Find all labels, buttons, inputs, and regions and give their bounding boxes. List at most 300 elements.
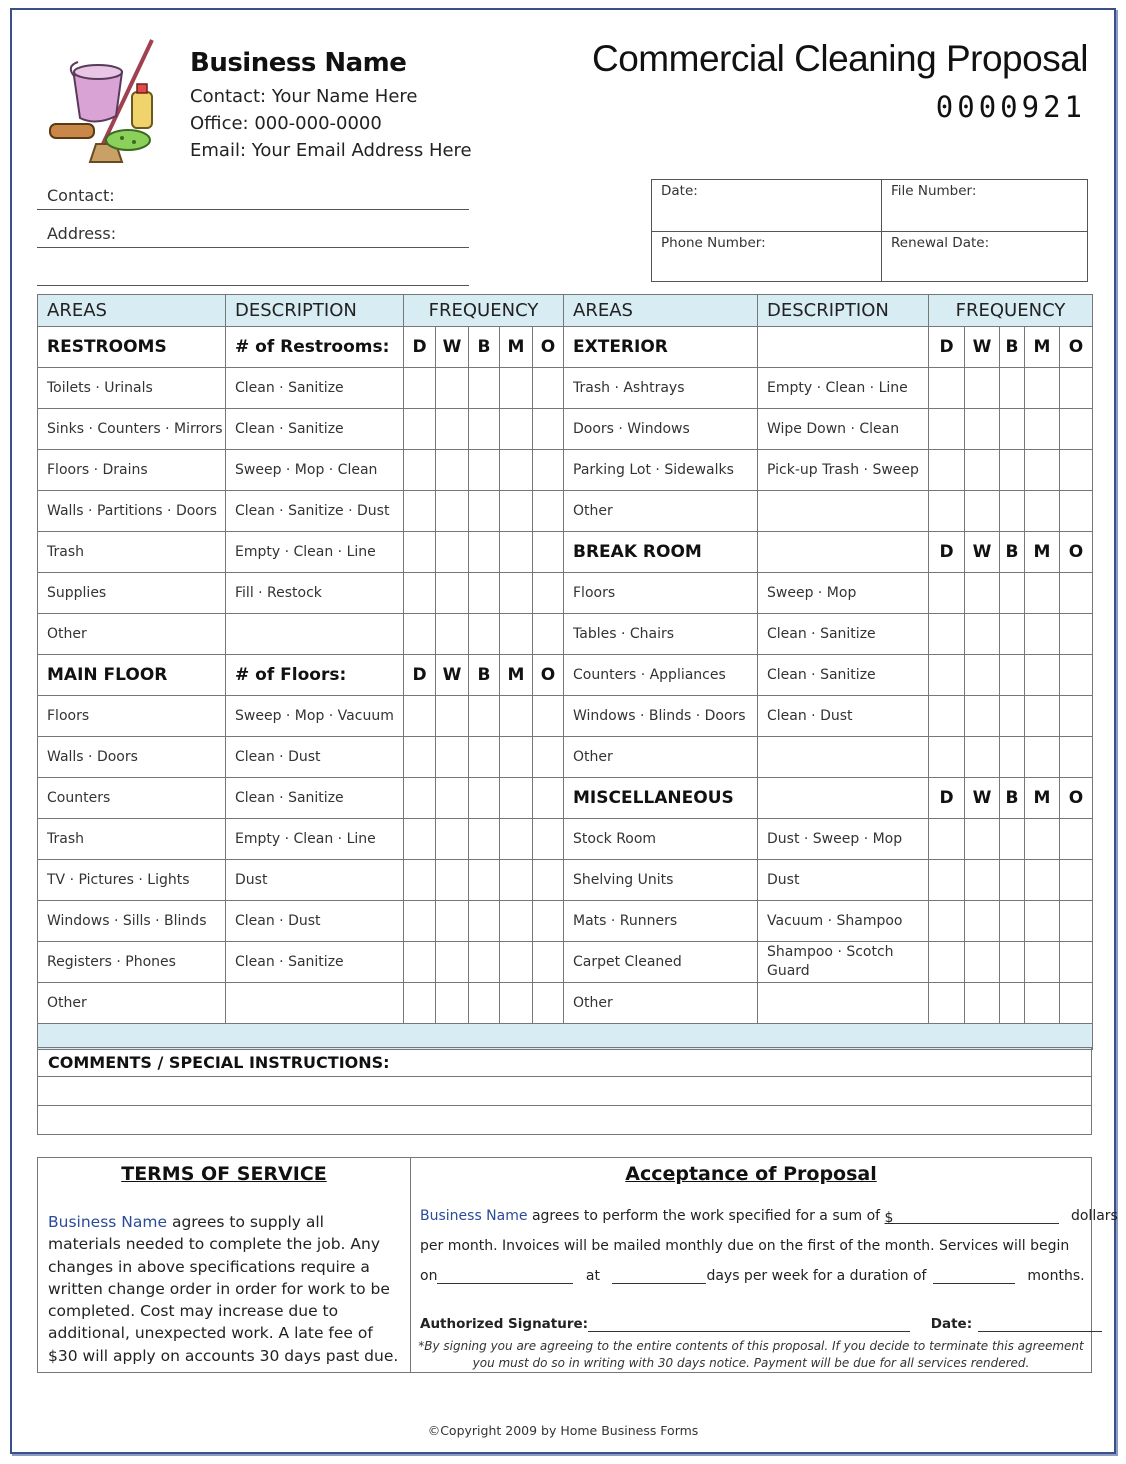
description-cell: Sweep · Mop · Vacuum — [226, 696, 404, 737]
section-title: MAIN FLOOR — [38, 655, 226, 696]
description-cell — [226, 983, 404, 1024]
days-field[interactable] — [612, 1270, 706, 1284]
frequency-checkbox-w[interactable] — [965, 860, 1000, 901]
area-cell: Shelving Units — [564, 860, 758, 901]
frequency-letter-o: O — [533, 655, 564, 696]
area-cell: Walls · Doors — [38, 737, 226, 778]
client-address-line-2[interactable] — [37, 262, 469, 286]
frequency-checkbox-b[interactable] — [469, 778, 500, 819]
frequency-letter-m: M — [500, 327, 533, 368]
frequency-checkbox-m[interactable] — [500, 368, 533, 409]
frequency-checkbox-b[interactable] — [1000, 614, 1025, 655]
proposal-number: 0000921 — [935, 90, 1086, 124]
table-row — [38, 942, 1093, 983]
frequency-checkbox-w[interactable] — [965, 901, 1000, 942]
description-cell: Dust · Sweep · Mop — [758, 819, 929, 860]
frequency-checkbox-b[interactable] — [1000, 655, 1025, 696]
area-cell: Parking Lot · Sidewalks — [564, 450, 758, 491]
frequency-checkbox-w[interactable] — [436, 901, 469, 942]
area-cell: Other — [564, 491, 758, 532]
frequency-checkbox-d[interactable] — [929, 819, 965, 860]
frequency-checkbox-d[interactable] — [404, 450, 436, 491]
frequency-checkbox-m[interactable] — [1025, 655, 1060, 696]
frequency-checkbox-o[interactable] — [1060, 860, 1093, 901]
acceptance-of-proposal — [411, 1158, 1118, 1372]
business-email: Email: Your Email Address Here — [190, 140, 472, 161]
frequency-checkbox-b[interactable] — [1000, 901, 1025, 942]
frequency-checkbox-b[interactable] — [1000, 942, 1025, 983]
description-cell: Dust — [226, 860, 404, 901]
frequency-checkbox-o[interactable] — [533, 450, 564, 491]
area-cell: Other — [38, 614, 226, 655]
description-cell — [226, 614, 404, 655]
frequency-checkbox-m[interactable] — [1025, 491, 1060, 532]
notice-line-1: *By signing you are agreeing to the entire contents of this proposal. If you decide to terminate this agreement — [418, 1339, 1084, 1353]
frequency-checkbox-b[interactable] — [1000, 696, 1025, 737]
frequency-checkbox-m[interactable] — [500, 737, 533, 778]
on-label: on — [420, 1268, 438, 1284]
frequency-checkbox-b[interactable] — [469, 491, 500, 532]
services-table — [37, 294, 1093, 1050]
duration-field[interactable] — [933, 1270, 1015, 1284]
frequency-checkbox-b[interactable] — [1000, 737, 1025, 778]
area-cell: Trash — [38, 532, 226, 573]
frequency-checkbox-m[interactable] — [1025, 368, 1060, 409]
area-cell: Supplies — [38, 573, 226, 614]
frequency-letter-b: B — [1000, 327, 1025, 368]
frequency-checkbox-w[interactable] — [436, 450, 469, 491]
frequency-checkbox-d[interactable] — [404, 983, 436, 1024]
frequency-checkbox-w[interactable] — [965, 819, 1000, 860]
frequency-checkbox-w[interactable] — [436, 819, 469, 860]
description-cell: Clean · Sanitize — [758, 614, 929, 655]
copyright: ©Copyright 2009 by Home Business Forms — [427, 1423, 699, 1438]
frequency-checkbox-d[interactable] — [929, 860, 965, 901]
frequency-checkbox-b[interactable] — [469, 860, 500, 901]
at-label: at — [585, 1268, 600, 1284]
table-row — [38, 983, 1093, 1024]
frequency-letter-o: O — [1060, 327, 1093, 368]
start-date-field[interactable] — [437, 1270, 573, 1284]
frequency-checkbox-b[interactable] — [469, 532, 500, 573]
area-cell: Mats · Runners — [564, 901, 758, 942]
frequency-checkbox-b[interactable] — [1000, 409, 1025, 450]
signature-date-field[interactable] — [978, 1318, 1102, 1332]
cleaning-supplies-icon — [44, 36, 174, 166]
frequency-checkbox-o[interactable] — [533, 901, 564, 942]
area-cell: Floors · Drains — [38, 450, 226, 491]
acceptance-title: Acceptance of Proposal — [625, 1163, 877, 1185]
frequency-checkbox-d[interactable] — [404, 860, 436, 901]
frequency-checkbox-o[interactable] — [533, 983, 564, 1024]
frequency-checkbox-d[interactable] — [929, 942, 965, 983]
section-description-blank — [758, 327, 929, 368]
frequency-checkbox-d[interactable] — [404, 737, 436, 778]
date-label: Date: — [661, 183, 698, 199]
frequency-checkbox-m[interactable] — [1025, 942, 1060, 983]
section-title: MISCELLANEOUS — [564, 778, 758, 819]
frequency-letter-d: D — [929, 532, 965, 573]
signing-notice — [411, 1338, 1091, 1372]
terms-title: TERMS OF SERVICE — [121, 1163, 327, 1185]
frequency-checkbox-d[interactable] — [929, 614, 965, 655]
description-header: DESCRIPTION — [226, 295, 404, 327]
frequency-checkbox-m[interactable] — [1025, 819, 1060, 860]
frequency-checkbox-m[interactable] — [500, 942, 533, 983]
frequency-checkbox-w[interactable] — [436, 696, 469, 737]
frequency-checkbox-d[interactable] — [404, 491, 436, 532]
area-cell: Stock Room — [564, 819, 758, 860]
area-cell: Toilets · Urinals — [38, 368, 226, 409]
frequency-letter-d: D — [404, 655, 436, 696]
frequency-checkbox-o[interactable] — [533, 573, 564, 614]
frequency-checkbox-d[interactable] — [929, 901, 965, 942]
terms-text: agrees to supply all materials needed to complete the job. Any changes in above specifications require a written change order in order for work to be completed. Cost may increase due to additional, unexpected work. A late fee of $30 will apply on accounts 30 days past due. — [48, 1213, 399, 1365]
frequency-checkbox-d[interactable] — [404, 819, 436, 860]
area-cell: Trash · Ashtrays — [564, 368, 758, 409]
frequency-checkbox-w[interactable] — [436, 983, 469, 1024]
description-cell: Empty · Clean · Line — [226, 532, 404, 573]
area-cell: Windows · Sills · Blinds — [38, 901, 226, 942]
frequency-checkbox-o[interactable] — [1060, 983, 1093, 1024]
table-row — [38, 778, 1093, 819]
frequency-checkbox-o[interactable] — [533, 368, 564, 409]
frequency-checkbox-d[interactable] — [929, 368, 965, 409]
document-title: Commercial Cleaning Proposal — [592, 38, 1088, 79]
description-cell: Clean · Sanitize — [226, 368, 404, 409]
table-row — [38, 450, 1093, 491]
frequency-checkbox-d[interactable] — [404, 573, 436, 614]
area-cell: Other — [564, 983, 758, 1024]
frequency-letter-w: W — [965, 327, 1000, 368]
frequency-checkbox-b[interactable] — [1000, 491, 1025, 532]
frequency-checkbox-w[interactable] — [965, 737, 1000, 778]
area-cell: Carpet Cleaned — [564, 942, 758, 983]
description-cell: Shampoo · Scotch Guard — [758, 942, 929, 983]
sum-field[interactable] — [885, 1210, 1059, 1224]
frequency-checkbox-d[interactable] — [404, 532, 436, 573]
signature-field[interactable] — [588, 1318, 910, 1332]
frequency-checkbox-b[interactable] — [469, 737, 500, 778]
section-title: EXTERIOR — [564, 327, 758, 368]
frequency-checkbox-b[interactable] — [469, 942, 500, 983]
file-number-field[interactable] — [881, 180, 1087, 231]
section-description-blank — [758, 532, 929, 573]
frequency-checkbox-m[interactable] — [1025, 450, 1060, 491]
business-contact: Contact: Your Name Here — [190, 86, 418, 107]
frequency-checkbox-w[interactable] — [436, 573, 469, 614]
frequency-checkbox-o[interactable] — [1060, 409, 1093, 450]
area-cell: Doors · Windows — [564, 409, 758, 450]
frequency-checkbox-m[interactable] — [500, 532, 533, 573]
frequency-checkbox-o[interactable] — [533, 778, 564, 819]
areas-header: AREAS — [564, 295, 758, 327]
frequency-checkbox-b[interactable] — [1000, 368, 1025, 409]
description-cell: Clean · Sanitize · Dust — [226, 491, 404, 532]
frequency-checkbox-d[interactable] — [929, 409, 965, 450]
comments-line[interactable] — [37, 1106, 1092, 1135]
client-address-label: Address: — [47, 224, 117, 243]
frequency-checkbox-m[interactable] — [500, 491, 533, 532]
file-number-label: File Number: — [891, 183, 977, 199]
frequency-checkbox-m[interactable] — [500, 450, 533, 491]
frequency-checkbox-o[interactable] — [533, 860, 564, 901]
frequency-checkbox-o[interactable] — [533, 696, 564, 737]
frequency-checkbox-o[interactable] — [533, 737, 564, 778]
frequency-checkbox-b[interactable] — [1000, 819, 1025, 860]
description-cell: Clean · Sanitize — [226, 942, 404, 983]
frequency-checkbox-m[interactable] — [500, 614, 533, 655]
frequency-checkbox-w[interactable] — [965, 368, 1000, 409]
dollars-label: dollars — [1070, 1208, 1118, 1224]
table-row — [38, 409, 1093, 450]
business-name: Business Name — [190, 48, 407, 78]
frequency-letter-o: O — [1060, 532, 1093, 573]
frequency-checkbox-b[interactable] — [469, 614, 500, 655]
frequency-checkbox-m[interactable] — [500, 819, 533, 860]
areas-header: AREAS — [38, 295, 226, 327]
client-contact-field[interactable] — [37, 186, 469, 210]
frequency-checkbox-w[interactable] — [965, 614, 1000, 655]
frequency-checkbox-d[interactable] — [404, 409, 436, 450]
renewal-date-label: Renewal Date: — [891, 235, 990, 251]
frequency-letter-b: B — [1000, 532, 1025, 573]
frequency-checkbox-w[interactable] — [965, 409, 1000, 450]
frequency-checkbox-d[interactable] — [929, 983, 965, 1024]
business-office: Office: 000-000-0000 — [190, 113, 382, 134]
area-cell: Floors — [564, 573, 758, 614]
date-field[interactable] — [652, 180, 881, 231]
comments-title: COMMENTS / SPECIAL INSTRUCTIONS: — [37, 1047, 1092, 1077]
months-label: months. — [1027, 1268, 1085, 1284]
frequency-checkbox-o[interactable] — [1060, 942, 1093, 983]
frequency-header: FREQUENCY — [404, 295, 564, 327]
terms-and-acceptance — [37, 1157, 1118, 1373]
phone-number-field[interactable] — [652, 231, 881, 281]
frequency-checkbox-o[interactable] — [533, 614, 564, 655]
area-cell: Counters · Appliances — [564, 655, 758, 696]
frequency-checkbox-m[interactable] — [1025, 737, 1060, 778]
days-text: days per week for a duration of — [706, 1268, 927, 1284]
description-cell: Dust — [758, 860, 929, 901]
frequency-checkbox-d[interactable] — [404, 901, 436, 942]
frequency-checkbox-b[interactable] — [1000, 573, 1025, 614]
frequency-checkbox-d[interactable] — [929, 491, 965, 532]
frequency-checkbox-w[interactable] — [436, 942, 469, 983]
proposal-info-box — [651, 179, 1088, 282]
frequency-checkbox-m[interactable] — [1025, 901, 1060, 942]
description-cell: Empty · Clean · Line — [226, 819, 404, 860]
frequency-checkbox-m[interactable] — [500, 901, 533, 942]
frequency-checkbox-w[interactable] — [436, 860, 469, 901]
description-cell: Vacuum · Shampoo — [758, 901, 929, 942]
frequency-checkbox-d[interactable] — [929, 737, 965, 778]
frequency-letter-w: W — [436, 655, 469, 696]
frequency-checkbox-o[interactable] — [533, 491, 564, 532]
frequency-checkbox-b[interactable] — [469, 450, 500, 491]
dollar-sign: $ — [884, 1210, 894, 1226]
phone-number-label: Phone Number: — [661, 235, 766, 251]
section-title: BREAK ROOM — [564, 532, 758, 573]
area-cell: Tables · Chairs — [564, 614, 758, 655]
frequency-checkbox-b[interactable] — [469, 901, 500, 942]
frequency-checkbox-w[interactable] — [965, 655, 1000, 696]
table-row — [38, 368, 1093, 409]
frequency-checkbox-b[interactable] — [469, 368, 500, 409]
frequency-checkbox-b[interactable] — [469, 696, 500, 737]
frequency-checkbox-w[interactable] — [436, 737, 469, 778]
frequency-checkbox-b[interactable] — [469, 983, 500, 1024]
description-cell — [758, 491, 929, 532]
frequency-letter-o: O — [1060, 778, 1093, 819]
frequency-checkbox-o[interactable] — [1060, 368, 1093, 409]
frequency-checkbox-w[interactable] — [436, 778, 469, 819]
frequency-letter-o: O — [533, 327, 564, 368]
frequency-checkbox-b[interactable] — [469, 409, 500, 450]
frequency-checkbox-w[interactable] — [965, 696, 1000, 737]
frequency-checkbox-w[interactable] — [965, 942, 1000, 983]
description-cell: Clean · Dust — [226, 901, 404, 942]
area-cell: TV · Pictures · Lights — [38, 860, 226, 901]
section-row — [38, 655, 1093, 696]
frequency-checkbox-m[interactable] — [1025, 983, 1060, 1024]
table-row — [38, 491, 1093, 532]
frequency-checkbox-d[interactable] — [404, 614, 436, 655]
acceptance-line-2: per month. Invoices will be mailed monthly due on the first of the month. Services will begin — [420, 1238, 1070, 1254]
frequency-checkbox-o[interactable] — [1060, 573, 1093, 614]
frequency-checkbox-d[interactable] — [929, 573, 965, 614]
frequency-checkbox-o[interactable] — [1060, 614, 1093, 655]
acceptance-business-name: Business Name — [420, 1208, 528, 1224]
frequency-checkbox-b[interactable] — [1000, 450, 1025, 491]
renewal-date-field[interactable] — [881, 231, 1087, 281]
frequency-checkbox-o[interactable] — [533, 819, 564, 860]
table-footer-row — [38, 1024, 1093, 1050]
frequency-checkbox-m[interactable] — [500, 983, 533, 1024]
description-cell: Fill · Restock — [226, 573, 404, 614]
frequency-checkbox-m[interactable] — [500, 409, 533, 450]
frequency-letter-m: M — [500, 655, 533, 696]
table-row — [38, 532, 1093, 573]
comments-line[interactable] — [37, 1077, 1092, 1106]
description-cell: Clean · Sanitize — [758, 655, 929, 696]
frequency-checkbox-d[interactable] — [929, 450, 965, 491]
frequency-checkbox-d[interactable] — [404, 778, 436, 819]
frequency-checkbox-m[interactable] — [1025, 696, 1060, 737]
table-row — [38, 819, 1093, 860]
frequency-checkbox-w[interactable] — [436, 614, 469, 655]
frequency-checkbox-w[interactable] — [965, 450, 1000, 491]
area-cell: Floors — [38, 696, 226, 737]
frequency-checkbox-b[interactable] — [469, 819, 500, 860]
frequency-checkbox-w[interactable] — [436, 409, 469, 450]
frequency-checkbox-b[interactable] — [1000, 860, 1025, 901]
section-description-blank — [758, 778, 929, 819]
frequency-checkbox-o[interactable] — [533, 409, 564, 450]
frequency-checkbox-m[interactable] — [1025, 409, 1060, 450]
frequency-checkbox-m[interactable] — [1025, 573, 1060, 614]
frequency-checkbox-d[interactable] — [404, 942, 436, 983]
frequency-checkbox-m[interactable] — [1025, 614, 1060, 655]
signature-label: Authorized Signature: — [420, 1316, 589, 1332]
frequency-letter-b: B — [469, 327, 500, 368]
frequency-checkbox-d[interactable] — [929, 696, 965, 737]
frequency-checkbox-m[interactable] — [500, 778, 533, 819]
description-header: DESCRIPTION — [758, 295, 929, 327]
frequency-checkbox-d[interactable] — [404, 368, 436, 409]
table-footer-cell — [38, 1024, 1093, 1050]
section-count-label: # of Floors: — [226, 655, 404, 696]
area-cell: Windows · Blinds · Doors — [564, 696, 758, 737]
frequency-checkbox-w[interactable] — [436, 491, 469, 532]
frequency-checkbox-o[interactable] — [1060, 655, 1093, 696]
frequency-checkbox-o[interactable] — [533, 532, 564, 573]
frequency-letter-w: W — [965, 532, 1000, 573]
client-contact-label: Contact: — [47, 186, 115, 205]
section-row — [38, 327, 1093, 368]
frequency-checkbox-o[interactable] — [1060, 901, 1093, 942]
frequency-checkbox-b[interactable] — [469, 573, 500, 614]
area-cell: Counters — [38, 778, 226, 819]
frequency-checkbox-m[interactable] — [500, 860, 533, 901]
description-cell: Pick-up Trash · Sweep — [758, 450, 929, 491]
frequency-checkbox-o[interactable] — [1060, 450, 1093, 491]
section-count-label: # of Restrooms: — [226, 327, 404, 368]
frequency-checkbox-w[interactable] — [965, 573, 1000, 614]
frequency-letter-b: B — [469, 655, 500, 696]
frequency-checkbox-o[interactable] — [1060, 696, 1093, 737]
frequency-letter-w: W — [436, 327, 469, 368]
table-row — [38, 901, 1093, 942]
frequency-checkbox-o[interactable] — [1060, 491, 1093, 532]
table-row — [38, 573, 1093, 614]
frequency-checkbox-o[interactable] — [533, 942, 564, 983]
frequency-letter-b: B — [1000, 778, 1025, 819]
description-cell: Clean · Sanitize — [226, 409, 404, 450]
description-cell: Sweep · Mop · Clean — [226, 450, 404, 491]
frequency-letter-w: W — [965, 778, 1000, 819]
description-cell: Wipe Down · Clean — [758, 409, 929, 450]
table-row — [38, 614, 1093, 655]
frequency-letter-m: M — [1025, 327, 1060, 368]
frequency-checkbox-b[interactable] — [1000, 983, 1025, 1024]
terms-business-name: Business Name — [48, 1213, 168, 1231]
area-cell: Sinks · Counters · Mirrors — [38, 409, 226, 450]
client-address-field[interactable] — [37, 224, 469, 248]
area-cell: Other — [564, 737, 758, 778]
frequency-letter-d: D — [404, 327, 436, 368]
frequency-letter-m: M — [1025, 532, 1060, 573]
frequency-letter-d: D — [929, 327, 965, 368]
description-cell — [758, 983, 929, 1024]
frequency-checkbox-d[interactable] — [404, 696, 436, 737]
table-row — [38, 737, 1093, 778]
frequency-checkbox-w[interactable] — [965, 491, 1000, 532]
area-cell: Trash — [38, 819, 226, 860]
frequency-checkbox-w[interactable] — [965, 983, 1000, 1024]
frequency-checkbox-w[interactable] — [436, 368, 469, 409]
section-title: RESTROOMS — [38, 327, 226, 368]
comments-section — [37, 1047, 1092, 1135]
frequency-checkbox-m[interactable] — [1025, 860, 1060, 901]
frequency-checkbox-m[interactable] — [500, 573, 533, 614]
frequency-checkbox-m[interactable] — [500, 696, 533, 737]
frequency-checkbox-d[interactable] — [929, 655, 965, 696]
frequency-checkbox-o[interactable] — [1060, 819, 1093, 860]
frequency-checkbox-o[interactable] — [1060, 737, 1093, 778]
table-header-row — [38, 295, 1093, 327]
frequency-checkbox-w[interactable] — [436, 532, 469, 573]
